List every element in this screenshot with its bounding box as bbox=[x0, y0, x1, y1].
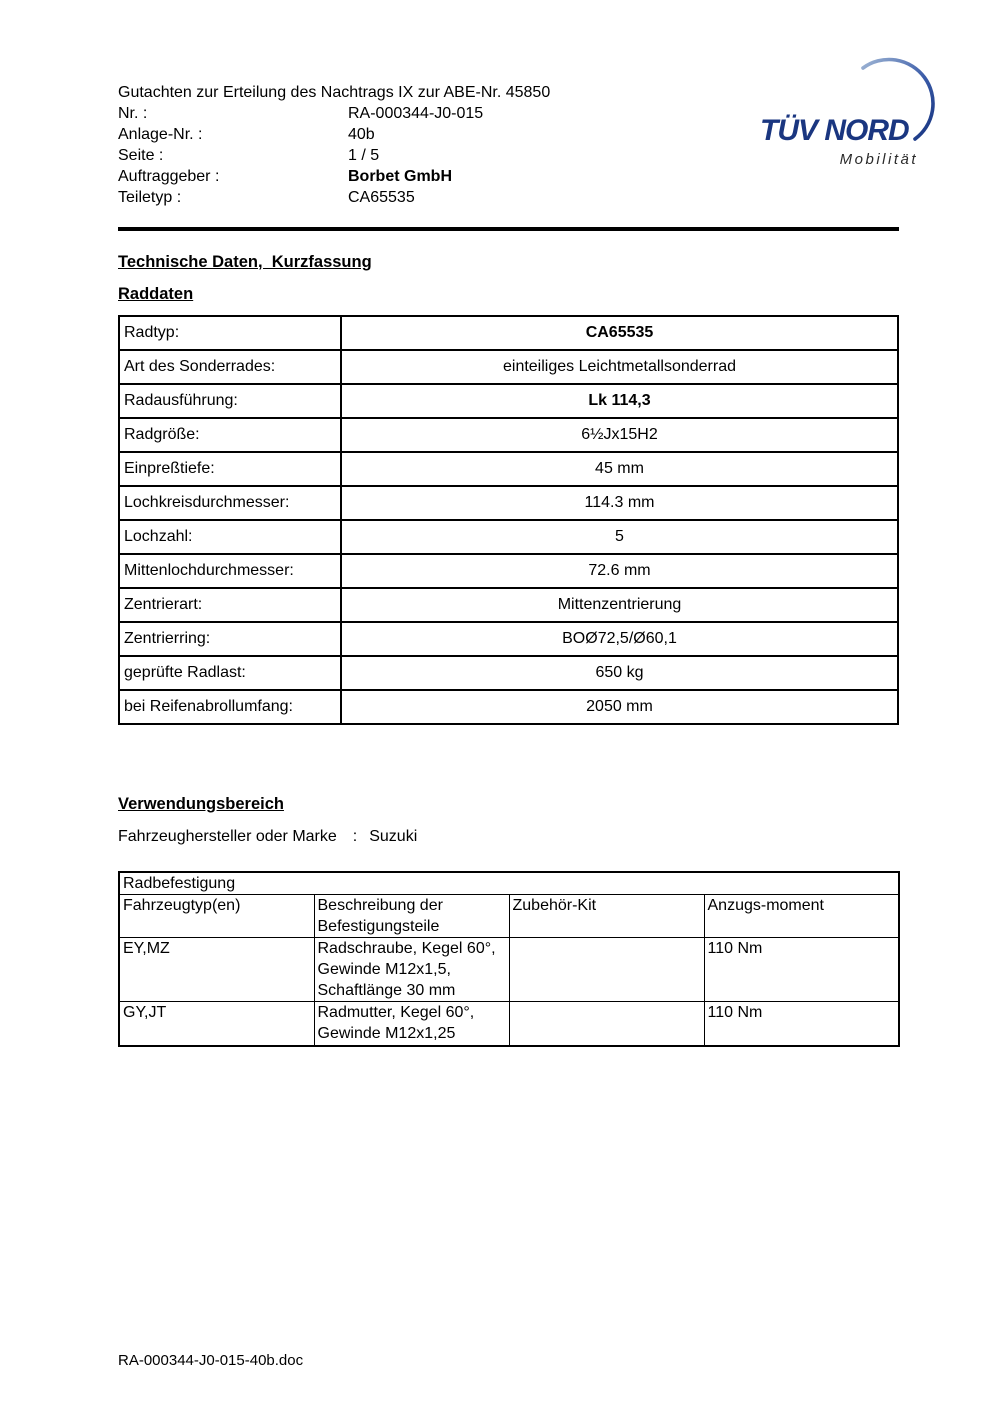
col-header-anzugsmoment: Anzugs-moment bbox=[704, 895, 899, 938]
heading-technische-daten: Technische Daten, Kurzfassung bbox=[118, 253, 372, 271]
raddaten-value: CA65535 bbox=[341, 316, 898, 350]
cell-anzugsmoment: 110 Nm bbox=[704, 1002, 899, 1046]
raddaten-label: Lochkreisdurchmesser: bbox=[119, 486, 341, 520]
raddaten-label: Zentrierring: bbox=[119, 622, 341, 656]
table-title-row bbox=[119, 872, 899, 895]
table-row bbox=[119, 622, 898, 656]
footer-filename: RA-000344-J0-015-40b.doc bbox=[118, 1352, 304, 1369]
hersteller-label: Fahrzeughersteller oder Marke bbox=[118, 828, 337, 845]
table-row bbox=[119, 486, 898, 520]
field-value: RA-000344-J0-015 bbox=[348, 105, 484, 122]
raddaten-label: Radgröße: bbox=[119, 418, 341, 452]
table-row bbox=[119, 520, 898, 554]
table-row bbox=[119, 938, 899, 1002]
raddaten-label: bei Reifenabrollumfang: bbox=[119, 690, 341, 724]
header-field-anlage bbox=[118, 124, 550, 145]
raddaten-label: Radtyp: bbox=[119, 316, 341, 350]
field-label: Auftraggeber : bbox=[118, 168, 220, 185]
field-label: Seite : bbox=[118, 147, 164, 164]
raddaten-label: Art des Sonderrades: bbox=[119, 350, 341, 384]
header-field-auftraggeber bbox=[118, 166, 550, 187]
table-row bbox=[119, 554, 898, 588]
cell-beschreibung: Radschraube, Kegel 60°, Gewinde M12x1,5, Schaftlänge 30 mm bbox=[314, 938, 509, 1002]
field-label: Teiletyp : bbox=[118, 189, 182, 206]
col-header-zubehoer: Zubehör-Kit bbox=[509, 895, 704, 938]
raddaten-label: Radausführung: bbox=[119, 384, 341, 418]
header-field-nr bbox=[118, 103, 550, 124]
field-value: 40b bbox=[348, 126, 375, 143]
raddaten-value: 114.3 mm bbox=[341, 486, 898, 520]
cell-anzugsmoment: 110 Nm bbox=[704, 938, 899, 1002]
table-row bbox=[119, 588, 898, 622]
heading-raddaten: Raddaten bbox=[118, 285, 194, 303]
hersteller-separator: : bbox=[352, 828, 358, 845]
field-value: CA65535 bbox=[348, 189, 415, 206]
raddaten-label: Lochzahl: bbox=[119, 520, 341, 554]
raddaten-value: BOØ72,5/Ø60,1 bbox=[341, 622, 898, 656]
field-label: Nr. : bbox=[118, 105, 148, 122]
raddaten-label: Zentrierart: bbox=[119, 588, 341, 622]
tuv-nord-logo-graphic bbox=[750, 46, 955, 176]
cell-beschreibung: Radmutter, Kegel 60°, Gewinde M12x1,25 bbox=[314, 1002, 509, 1046]
header-field-teiletyp bbox=[118, 187, 550, 208]
raddaten-label: geprüfte Radlast: bbox=[119, 656, 341, 690]
field-label: Anlage-Nr. : bbox=[118, 126, 203, 143]
radbefestigung-table bbox=[118, 871, 900, 1047]
table-row bbox=[119, 1002, 899, 1046]
radbefestigung-title: Radbefestigung bbox=[119, 872, 899, 895]
cell-fahrzeugtyp: EY,MZ bbox=[119, 938, 314, 1002]
table-row bbox=[119, 316, 898, 350]
raddaten-value: 650 kg bbox=[341, 656, 898, 690]
hersteller-line bbox=[118, 828, 417, 846]
table-header-row bbox=[119, 895, 899, 938]
table-row bbox=[119, 350, 898, 384]
raddaten-value: 6½Jx15H2 bbox=[341, 418, 898, 452]
raddaten-value: Lk 114,3 bbox=[341, 384, 898, 418]
field-value: Borbet GmbH bbox=[348, 168, 452, 185]
raddaten-value: einteiliges Leichtmetallsonderrad bbox=[341, 350, 898, 384]
table-row bbox=[119, 452, 898, 486]
raddaten-value: 45 mm bbox=[341, 452, 898, 486]
hersteller-value: Suzuki bbox=[369, 828, 418, 845]
raddaten-label: Mittenlochdurchmesser: bbox=[119, 554, 341, 588]
cell-zubehoer bbox=[509, 1002, 704, 1046]
col-header-beschreibung: Beschreibung der Befestigungsteile bbox=[314, 895, 509, 938]
heading-verwendungsbereich: Verwendungsbereich bbox=[118, 795, 284, 813]
table-row bbox=[119, 384, 898, 418]
tuv-nord-brand-text: TÜV NORD bbox=[760, 114, 909, 147]
header-field-seite bbox=[118, 145, 550, 166]
table-row bbox=[119, 656, 898, 690]
raddaten-label: Einpreßtiefe: bbox=[119, 452, 341, 486]
tuv-nord-tagline-text: Mobilität bbox=[839, 151, 918, 168]
field-value: 1 / 5 bbox=[348, 147, 380, 164]
header-divider-rule bbox=[118, 227, 899, 231]
raddaten-value: 2050 mm bbox=[341, 690, 898, 724]
raddaten-table bbox=[118, 315, 899, 725]
table-row bbox=[119, 418, 898, 452]
tuv-nord-logo bbox=[750, 46, 955, 176]
document-header bbox=[118, 82, 550, 208]
document-title: Gutachten zur Erteilung des Nachtrags IX zur ABE-Nr. 45850 bbox=[118, 84, 551, 101]
cell-fahrzeugtyp: GY,JT bbox=[119, 1002, 314, 1046]
raddaten-value: 5 bbox=[341, 520, 898, 554]
cell-zubehoer bbox=[509, 938, 704, 1002]
raddaten-value: 72.6 mm bbox=[341, 554, 898, 588]
table-row bbox=[119, 690, 898, 724]
raddaten-value: Mittenzentrierung bbox=[341, 588, 898, 622]
col-header-fahrzeugtyp: Fahrzeugtyp(en) bbox=[119, 895, 314, 938]
